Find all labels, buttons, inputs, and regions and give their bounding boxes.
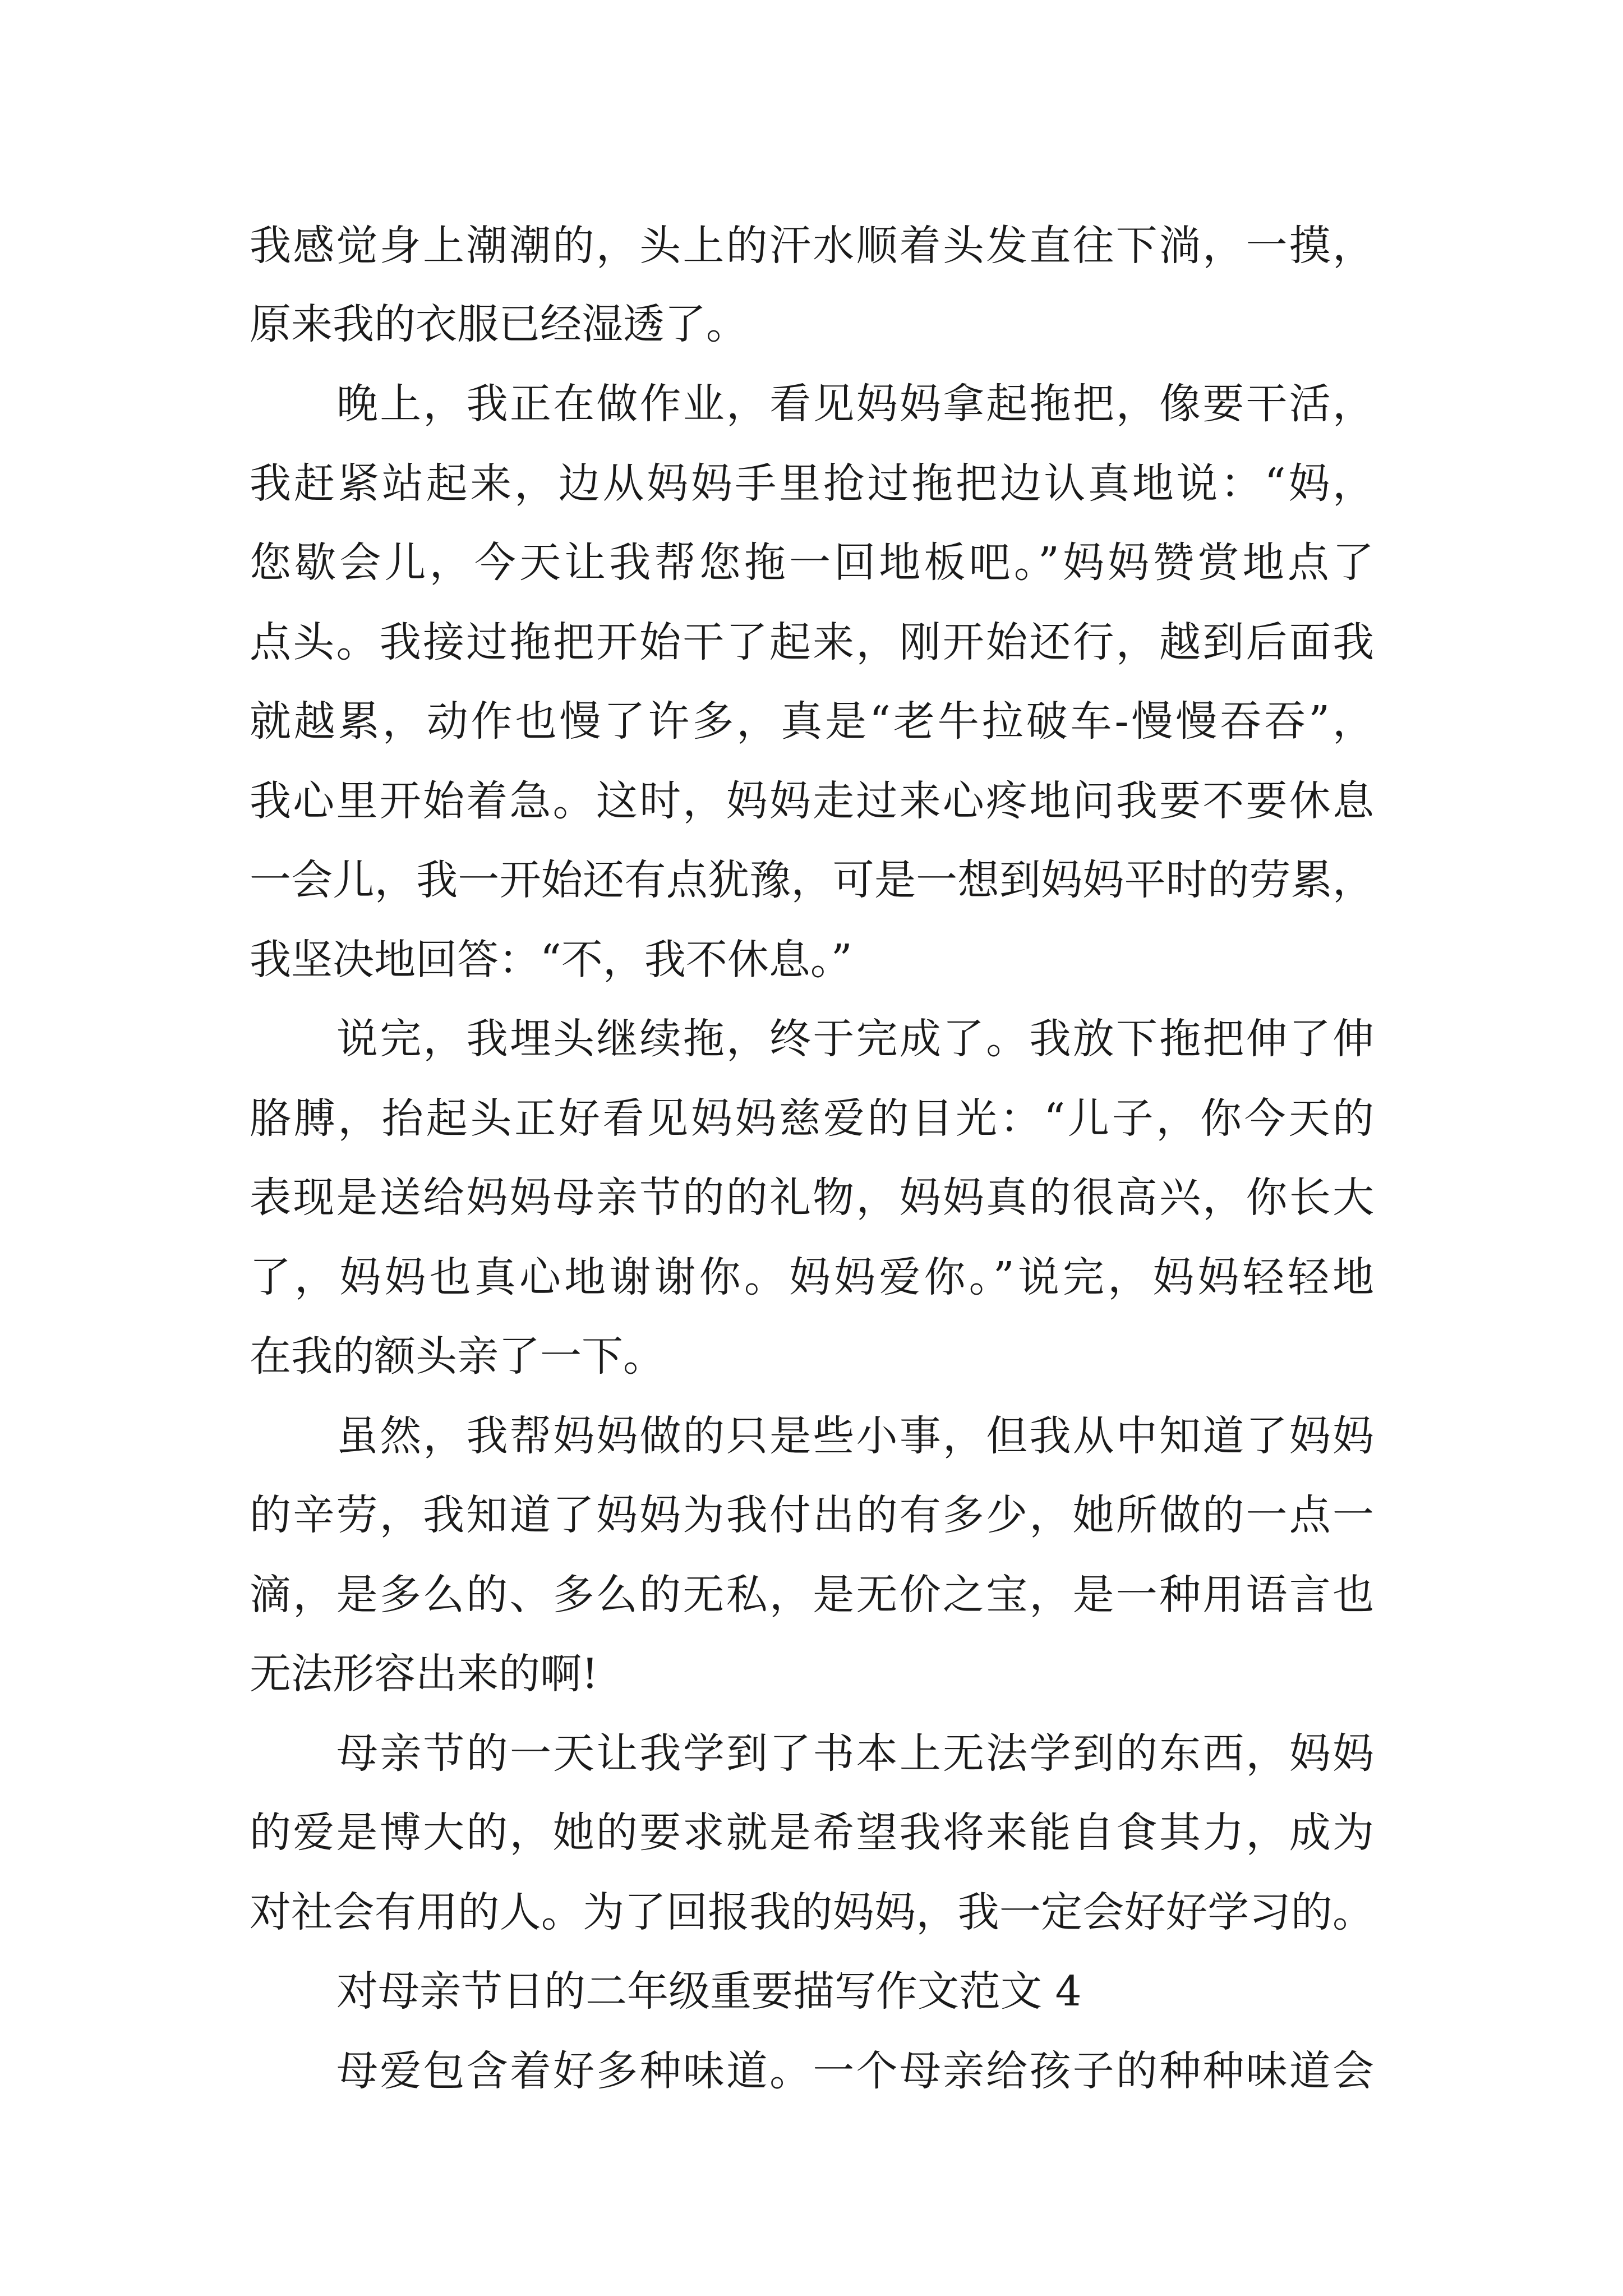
- paragraph-line: 的爱是博大的，她的要求就是希望我将来能自食其力，成为: [250, 1809, 1374, 1857]
- paragraph-line: 虽然，我帮妈妈做的只是些小事，但我从中知道了妈妈: [336, 1412, 1374, 1460]
- paragraph-line: 了，妈妈也真心地谢谢你。妈妈爱你。”说完，妈妈轻轻地: [250, 1253, 1374, 1301]
- paragraph-line: 一会儿，我一开始还有点犹豫，可是一想到妈妈平时的劳累，: [250, 856, 1374, 904]
- paragraph-line: 的辛劳，我知道了妈妈为我付出的有多少，她所做的一点一: [250, 1491, 1374, 1539]
- paragraph-line: 点头。我接过拖把开始干了起来，刚开始还行，越到后面我: [250, 618, 1374, 666]
- paragraph-line: 母亲节的一天让我学到了书本上无法学到的东西，妈妈: [336, 1729, 1374, 1778]
- paragraph-line: 母爱包含着好多种味道。一个母亲给孩子的种种味道会: [336, 2047, 1374, 2095]
- paragraph-line: 晚上，我正在做作业，看见妈妈拿起拖把，像要干活，: [336, 380, 1374, 428]
- paragraph-line: 说完，我埋头继续拖，终于完成了。我放下拖把伸了伸: [336, 1015, 1374, 1063]
- section-heading: 对母亲节日的二年级重要描写作文范文 4: [336, 1967, 1082, 2016]
- paragraph-line: 您歇会儿，今天让我帮您拖一回地板吧。”妈妈赞赏地点了: [250, 539, 1374, 587]
- paragraph-line: 我赶紧站起来，边从妈妈手里抢过拖把边认真地说：“妈，: [250, 459, 1374, 508]
- paragraph-line: 在我的额头亲了一下。: [250, 1332, 665, 1381]
- paragraph-line: 胳膊，抬起头正好看见妈妈慈爱的目光：“儿子，你今天的: [250, 1094, 1374, 1143]
- paragraph-line: 就越累，动作也慢了许多，真是“老牛拉破车-慢慢吞吞”，: [250, 697, 1374, 746]
- paragraph-line: 无法形容出来的啊!: [250, 1650, 598, 1698]
- paragraph-line: 滴，是多么的、多么的无私，是无价之宝，是一种用语言也: [250, 1571, 1374, 1619]
- paragraph-line: 原来我的衣服已经湿透了。: [250, 300, 748, 348]
- paragraph-line: 我感觉身上潮潮的，头上的汗水顺着头发直往下淌，一摸，: [250, 222, 1374, 270]
- paragraph-line: 对社会有用的人。为了回报我的妈妈，我一定会好好学习的。: [250, 1888, 1374, 1936]
- paragraph-line: 我坚决地回答：“不，我不休息。”: [250, 936, 852, 984]
- paragraph-line: 表现是送给妈妈母亲节的的礼物，妈妈真的很高兴，你长大: [250, 1174, 1374, 1222]
- paragraph-line: 我心里开始着急。这时，妈妈走过来心疼地问我要不要休息: [250, 777, 1374, 825]
